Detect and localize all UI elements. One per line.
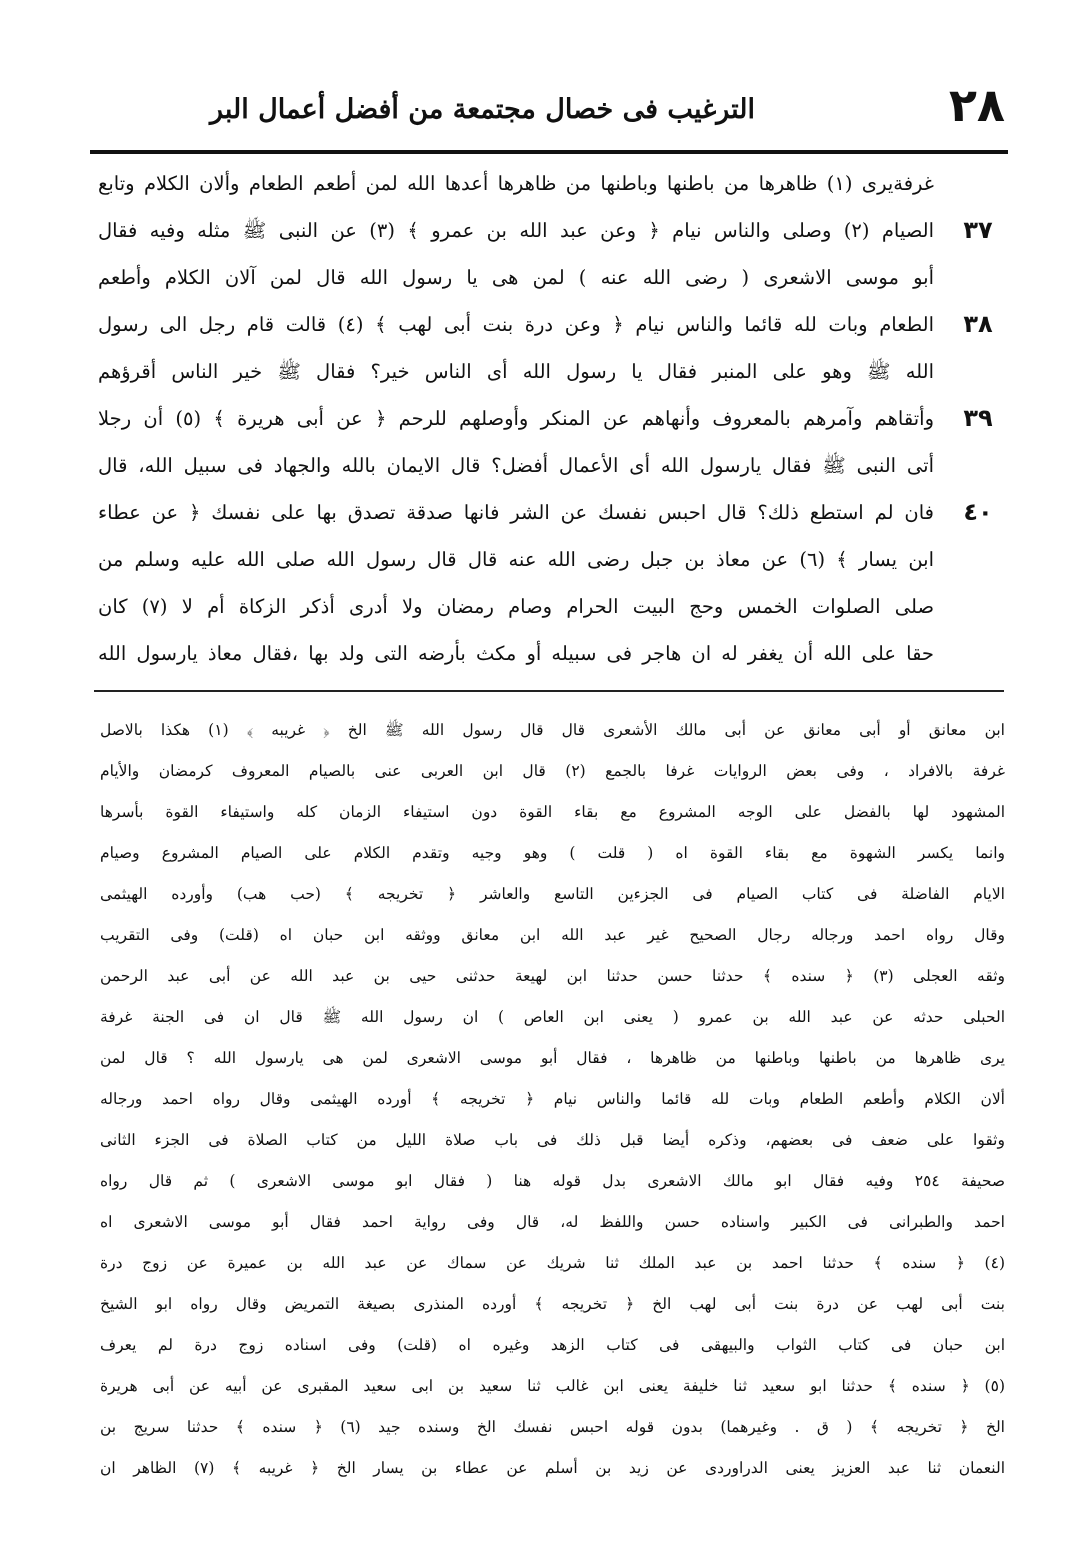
footnote-line: بنت أبى لهب عن درة بنت أبى لهب الخ ﴿ تخريجه ﴾ أورده المنذرى بصيغة التمريض وقال رواه ابو الشيخ — [100, 1295, 1005, 1313]
footnote-line: الخ ﴿ تخريجه ﴾ ( ق . وغيرهما) بدون قوله احبس نفسك الخ وسنده جيد (٦) ﴿ سنده ﴾ حدثنا سريج بن — [100, 1418, 1005, 1436]
footnote-line: الحبلى حدثه عن عبد الله بن عمرو ( يعنى ابن العاص ) ان رسول الله ﷺ قال ان فى الجنة غرفة — [100, 1008, 1005, 1026]
text-line: ابن يسار ﴾ (٦) عن معاذ بن جبل رضى الله عنه قال قال رسول الله صلى الله عليه وسلم من — [98, 548, 934, 571]
footnote-line: الايام الفاضلة فى كتاب الصيام فى الجزءين التاسع والعاشر ﴿ تخريجه ﴾ (حب هب) وأورده الهيثمى — [100, 885, 1005, 903]
footnote-line: ابن حبان فى كتاب الثواب والبيهقى فى كتاب الزهد وغيره اه (قلت) وفى اسناده زوج درة لم يعرف — [100, 1336, 1005, 1354]
footnote-line: احمد والطبرانى فى الكبير واسناده حسن واللفظ له، قال وفى رواية احمد فقال أبو موسى الاشعرى اه — [100, 1213, 1005, 1231]
text-line: الصيام (٢) وصلى والناس نيام ﴿ وعن عبد الله بن عمرو ﴾ (٣) عن النبى ﷺ مثله وفيه فقال — [98, 219, 934, 242]
footnote-line: المشهود لها بالفضل على الوجه المشروع مع بقاء القوة دون استيفاء الزمان كله واستيفاء القوة بأسرها — [100, 803, 1005, 821]
header-rule — [90, 150, 1008, 154]
running-title: الترغيب فى خصال مجتمعة من أفضل أعمال البر — [210, 94, 755, 125]
text-line: أبو موسى الاشعرى ( رضى الله عنه ) لمن هى يا رسول الله قال لمن آلان الكلام وأطعم — [98, 266, 934, 289]
text-line: أتى النبى ﷺ فقال يارسول الله أى الأعمال أفضل؟ قال الايمان بالله والجهاد فى سبيل الله، قال — [98, 454, 934, 477]
footnote-line: (٤) ﴿ سنده ﴾ حدثنا احمد بن عبد الملك ثنا شريك عن سماك عن عبد الله بن عميرة عن زوج درة — [100, 1254, 1005, 1272]
footnote-divider — [94, 690, 1004, 692]
footnote-line: ابن معانق أو أبى معانق عن أبى مالك الأشعرى قال قال رسول الله ﷺ الخ ﴿ غريبه ﴾ (١) هكذا بالاصل — [100, 721, 1005, 739]
text-line: الله ﷺ وهو على المنبر فقال يا رسول الله أى الناس خير؟ فقال ﷺ خير الناس أقرؤهم — [98, 360, 934, 383]
footnote-line: وثقه العجلى (٣) ﴿ سنده ﴾ حدثنا حسن حدثنا ابن لهيعة حدثنى حيى بن عبد الله عن أبى عبد الرحمن — [100, 967, 1005, 985]
text-line: الطعام وبات لله قائما والناس نيام ﴿ وعن درة بنت أبى لهب ﴾ (٤) قالت قام رجل الى رسول — [98, 313, 934, 336]
hadith-number: ٤٠ — [963, 498, 993, 526]
footnote-line: صحيفة ٢٥٤ وفيه فقال ابو مالك الاشعرى بدل قوله هنا ( فقال ابو موسى الاشعرى ) ثم قال رواه — [100, 1172, 1005, 1190]
footnote-line: غرفة بالافراد ، وفى بعض الروايات غرفا بالجمع (٢) قال ابن العربى عنى بالصيام المعروف كرمضان والأيام — [100, 762, 1005, 780]
text-line: صلى الصلوات الخمس وحج البيت الحرام وصام رمضان ولا أدرى أذكر الزكاة أم لا (٧) كان — [98, 595, 934, 618]
footnote-line: (٥) ﴿ سنده ﴾ حدثنا ابو سعيد ثنا خليفة يعنى ابن غالب ثنا سعيد بن ابى سعيد المقبرى عن أبيه عن أبى هريرة — [100, 1377, 1005, 1395]
page-header — [90, 78, 1005, 148]
text-line: غرفةيرى (١) ظاهرها من باطنها وباطنها من ظاهرها أعدها الله لمن أطعم الطعام وألان الكلام وتابع — [98, 172, 934, 195]
footnote-line: وانما يكسر الشهوة مع بقاء القوة اه ( قلت ) وهو وجيه وتقدم الكلام على الصيام المشروع وصيام — [100, 844, 1005, 862]
footnote-line: يرى ظاهرها من باطنها وباطنها من ظاهرها ، فقال أبو موسى الاشعرى لمن هى يارسول الله ؟ قال لمن — [100, 1049, 1005, 1067]
footnotes — [100, 710, 1005, 1495]
hadith-number: ٣٨ — [963, 310, 993, 338]
footnote-line: النعمان ثنا عبد العزيز يعنى الدراوردى عن زيد بن أسلم عن عطاء بن يسار الخ ﴿ غريبه ﴾ (٧) الظاهر ان — [100, 1459, 1005, 1477]
text-line: حقا على الله أن يغفر له ان هاجر فى سبيله أو مكث بأرضه التى ولد بها ،فقال معاذ يارسول الله — [98, 642, 934, 665]
hadith-number: ٣٩ — [963, 404, 993, 432]
footnote-line: ألان الكلام وأطعم الطعام وبات لله قائما والناس نيام ﴿ تخريجه ﴾ أورده الهيثمى وقال رواه احمد ورجاله — [100, 1090, 1005, 1108]
text-line: فان لم استطع ذلك؟ قال احبس نفسك عن الشر فانها صدقة تصدق بها على نفسك ﴿ عن عطاء — [98, 501, 934, 524]
footnote-line: وثقوا على ضعف فى بعضهم، وذكره أيضا قبل ذلك فى باب صلاة الليل من كتاب الصلاة فى الجزء الثانى — [100, 1131, 1005, 1149]
page-number: ٢٨ — [948, 78, 1005, 132]
hadith-number: ٣٧ — [963, 216, 993, 244]
footnote-line: وقال رواه احمد ورجاله رجال الصحيح غير عبد الله ابن معانق ووثقه ابن حبان اه (قلت) وفى التقريب — [100, 926, 1005, 944]
text-line: وأتقاهم وآمرهم بالمعروف وأنهاهم عن المنكر وأوصلهم للرحم ﴿ عن أبى هريرة ﴾ (٥) أن رجلا — [98, 407, 934, 430]
main-text — [98, 160, 1008, 665]
